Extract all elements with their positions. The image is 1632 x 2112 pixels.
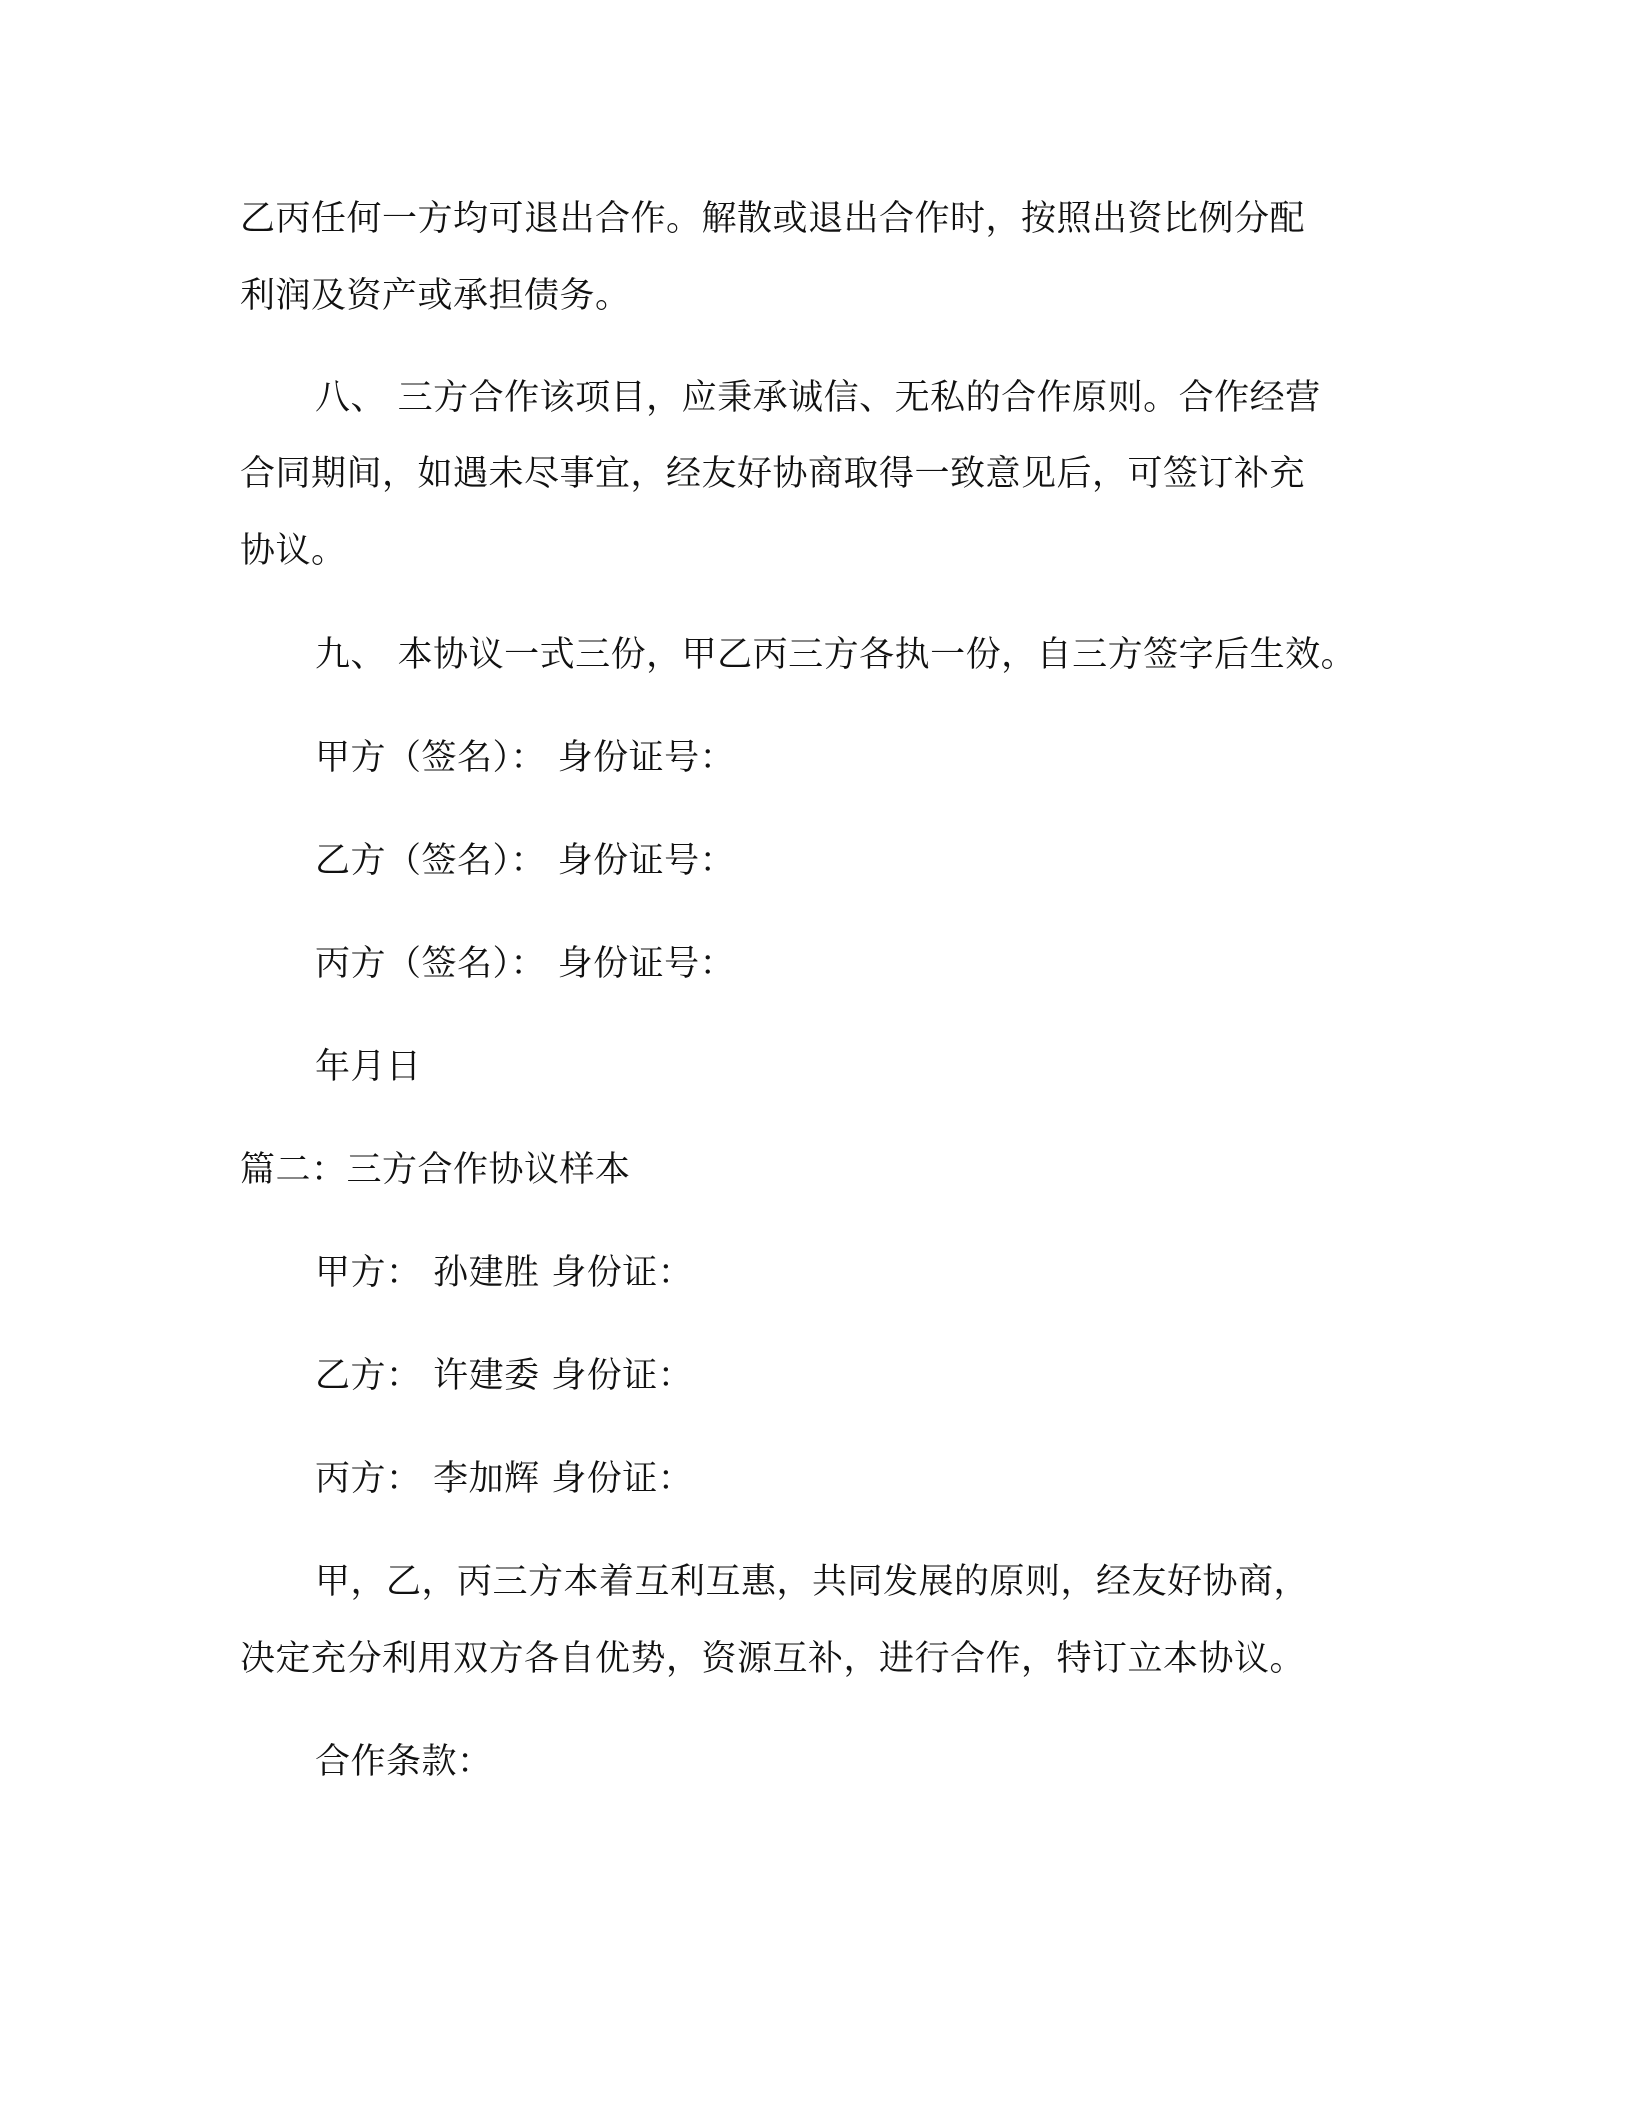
paragraph-seven-continued-line-1: 乙丙任何一方均可退出合作。解散或退出合作时，按照出资比例分配 xyxy=(240,199,1306,239)
section-title: 篇二：三方合作协议样本 xyxy=(240,1150,631,1190)
paragraph-seven-continued-line-2: 利润及资产或承担债务。 xyxy=(240,276,631,316)
clause-eight-line-1: 八、 三方合作该项目，应秉承诚信、无私的合作原则。合作经营 xyxy=(315,378,1321,418)
party-a-signature-line: 甲方（签名）： 身份证号： xyxy=(315,738,736,778)
cooperation-terms-heading: 合作条款： xyxy=(315,1742,493,1782)
agreement-intro-line-1: 甲，乙，丙三方本着互利互惠，共同发展的原则，经友好协商， xyxy=(315,1562,1310,1602)
party-b-identity-line: 乙方： 许建委 身份证： xyxy=(315,1356,694,1396)
party-b-signature-line: 乙方（签名）： 身份证号： xyxy=(315,841,736,881)
date-line: 年月日 xyxy=(315,1047,422,1087)
agreement-intro-line-2: 决定充分利用双方各自优势，资源互补，进行合作，特订立本协议。 xyxy=(240,1639,1306,1679)
clause-eight-line-3: 协议。 xyxy=(240,531,347,571)
party-c-signature-line: 丙方（签名）： 身份证号： xyxy=(315,944,736,984)
party-c-identity-line: 丙方： 李加辉 身份证： xyxy=(315,1459,694,1499)
clause-nine: 九、 本协议一式三份，甲乙丙三方各执一份，自三方签字后生效。 xyxy=(315,635,1357,675)
party-a-identity-line: 甲方： 孙建胜 身份证： xyxy=(315,1253,694,1293)
clause-eight-line-2: 合同期间，如遇未尽事宜，经友好协商取得一致意见后，可签订补充 xyxy=(240,454,1306,494)
